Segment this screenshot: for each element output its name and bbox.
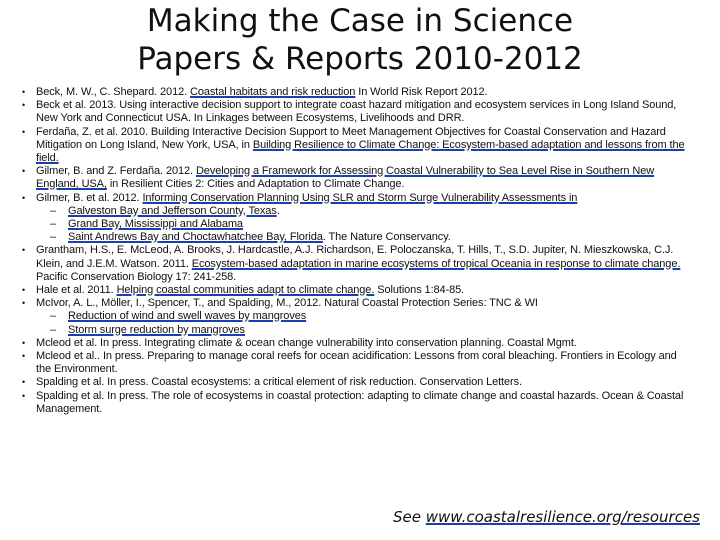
reference-list — [22, 86, 690, 416]
reference-text: Gilmer, B. et al. 2012. — [36, 191, 143, 204]
reference-item — [22, 337, 690, 350]
reference-link[interactable]: Developing a Framework for Assessing Coastal Vulnerability to Sea Level Rise in Southern New England, USA, — [36, 165, 655, 191]
reference-item — [22, 284, 690, 297]
reference-text: In World Risk Report 2012. — [355, 86, 488, 98]
bullet-icon: • — [22, 390, 26, 401]
reference-text: Spalding et al. In press. Coastal ecosystems: a critical element of risk reduction. Conservation Letters. — [36, 376, 522, 389]
bullet-icon: • — [22, 337, 26, 348]
reference-text: . — [276, 204, 280, 217]
reference-item — [22, 390, 690, 416]
reference-item — [22, 350, 690, 376]
title-line-1: Making the Case in Science — [146, 3, 574, 39]
reference-link[interactable]: Helping coastal communities adapt to climate change. — [116, 284, 375, 297]
reference-link[interactable]: Building Resilience to Climate Change: Ecosystem-based adaptation and lessons from the field. — [36, 138, 685, 165]
reference-item — [22, 126, 690, 166]
reference-item — [22, 376, 690, 389]
bullet-icon: • — [22, 245, 26, 256]
bullet-icon: • — [22, 87, 26, 97]
title-line-2: Papers & Reports 2010-2012 — [137, 41, 583, 77]
reference-item — [22, 86, 690, 99]
reference-text: Grantham, H.S., E. McLeod, A. Brooks, J. Hardcastle, A.J. Richardson, E. Poloczanska, T. Hills, T., S.D. Jupiter, N. Mieszkowska, C.J. Klein, and J.E.M. Watson. 2011. — [36, 244, 674, 270]
sub-reference-item — [22, 231, 690, 244]
dash-icon: – — [50, 218, 57, 231]
dash-icon: – — [50, 323, 57, 336]
sub-reference-item — [22, 310, 690, 323]
reference-text: Solutions 1:84-85. — [374, 284, 465, 297]
sub-reference-item — [22, 324, 690, 337]
bullet-icon: • — [22, 126, 26, 137]
reference-text: Spalding et al. In press. The role of ecosystems in coastal protection: adapting to climate change and coastal hazards. Ocean & Coastal Management. — [36, 389, 684, 415]
reference-text: Beck et al. 2013. Using interactive decision support to integrate coast hazard mitigation and ecosystem services in Long Island Sound, New York and Connecticut USA. In Linkages between Ecosystems, Livelihoods and DRR. — [36, 99, 677, 125]
bullet-icon: • — [22, 100, 26, 111]
bullet-icon: • — [22, 192, 26, 203]
reference-text: McIvor, A. L., Möller, I., Spencer, T., and Spalding, M., 2012. Natural Coastal Protection Series: TNC & WI — [36, 297, 538, 310]
resources-link[interactable]: www.coastalresilience.org/resources — [425, 508, 700, 526]
reference-text: Hale et al. 2011. — [36, 284, 117, 297]
reference-link[interactable]: Storm surge reduction by mangroves — [68, 323, 245, 336]
reference-text: Gilmer, B. and Z. Ferdaña. 2012. — [36, 165, 196, 178]
bullet-icon: • — [22, 351, 26, 362]
bullet-icon: • — [22, 166, 26, 177]
reference-item — [22, 165, 690, 191]
bullet-icon: • — [22, 377, 26, 388]
reference-text: Ferdaña, Z. et al. 2010. Building Interactive Decision Support to Meet Management Objectives for Coastal Conservation and Hazard Mitigation on Long Island, New York, USA, in — [36, 125, 666, 151]
sub-reference-item — [22, 205, 690, 218]
reference-item — [22, 192, 690, 205]
page-title — [0, 2, 720, 78]
footer-prefix: See — [393, 508, 426, 526]
dash-icon: – — [50, 310, 57, 323]
reference-item — [22, 244, 690, 284]
reference-link[interactable]: Informing Conservation Planning Using SLR and Storm Surge Vulnerability Assessments in — [142, 191, 578, 204]
reference-link[interactable]: Galveston Bay and Jefferson County, Texas — [68, 204, 277, 217]
reference-text: Mcleod et al.. In press. Preparing to manage coral reefs for ocean acidification: Lessons from coral bleaching. Frontiers in Ecology and the Environment. — [36, 350, 677, 376]
sub-reference-item — [22, 218, 690, 231]
reference-text: Beck, M. W., C. Shepard. 2012. — [36, 86, 191, 98]
reference-link[interactable]: Saint Andrews Bay and Choctawhatchee Bay, Florida — [68, 231, 323, 244]
reference-text: Pacific Conservation Biology 17: 241-258. — [36, 270, 237, 283]
reference-item — [22, 297, 690, 310]
resources-footer — [393, 508, 700, 526]
reference-link[interactable]: Coastal habitats and risk reduction — [190, 86, 356, 98]
reference-text: in Resilient Cities 2: Cities and Adaptation to Climate Change. — [106, 178, 405, 191]
bullet-icon: • — [22, 298, 26, 309]
reference-text: . The Nature Conservancy. — [322, 231, 451, 244]
bullet-icon: • — [22, 285, 26, 296]
reference-link[interactable]: Ecosystem-based adaptation in marine ecosystems of tropical Oceania in response to climate change. — [191, 257, 681, 270]
dash-icon: – — [50, 231, 57, 244]
reference-item — [22, 99, 690, 125]
reference-text: Mcleod et al. In press. Integrating climate & ocean change vulnerability into conservation planning. Coastal Mgmt. — [36, 336, 577, 349]
reference-link[interactable]: Reduction of wind and swell waves by mangroves — [68, 310, 307, 323]
reference-link[interactable]: Grand Bay, Mississippi and Alabama — [68, 218, 243, 231]
dash-icon: – — [50, 204, 57, 217]
